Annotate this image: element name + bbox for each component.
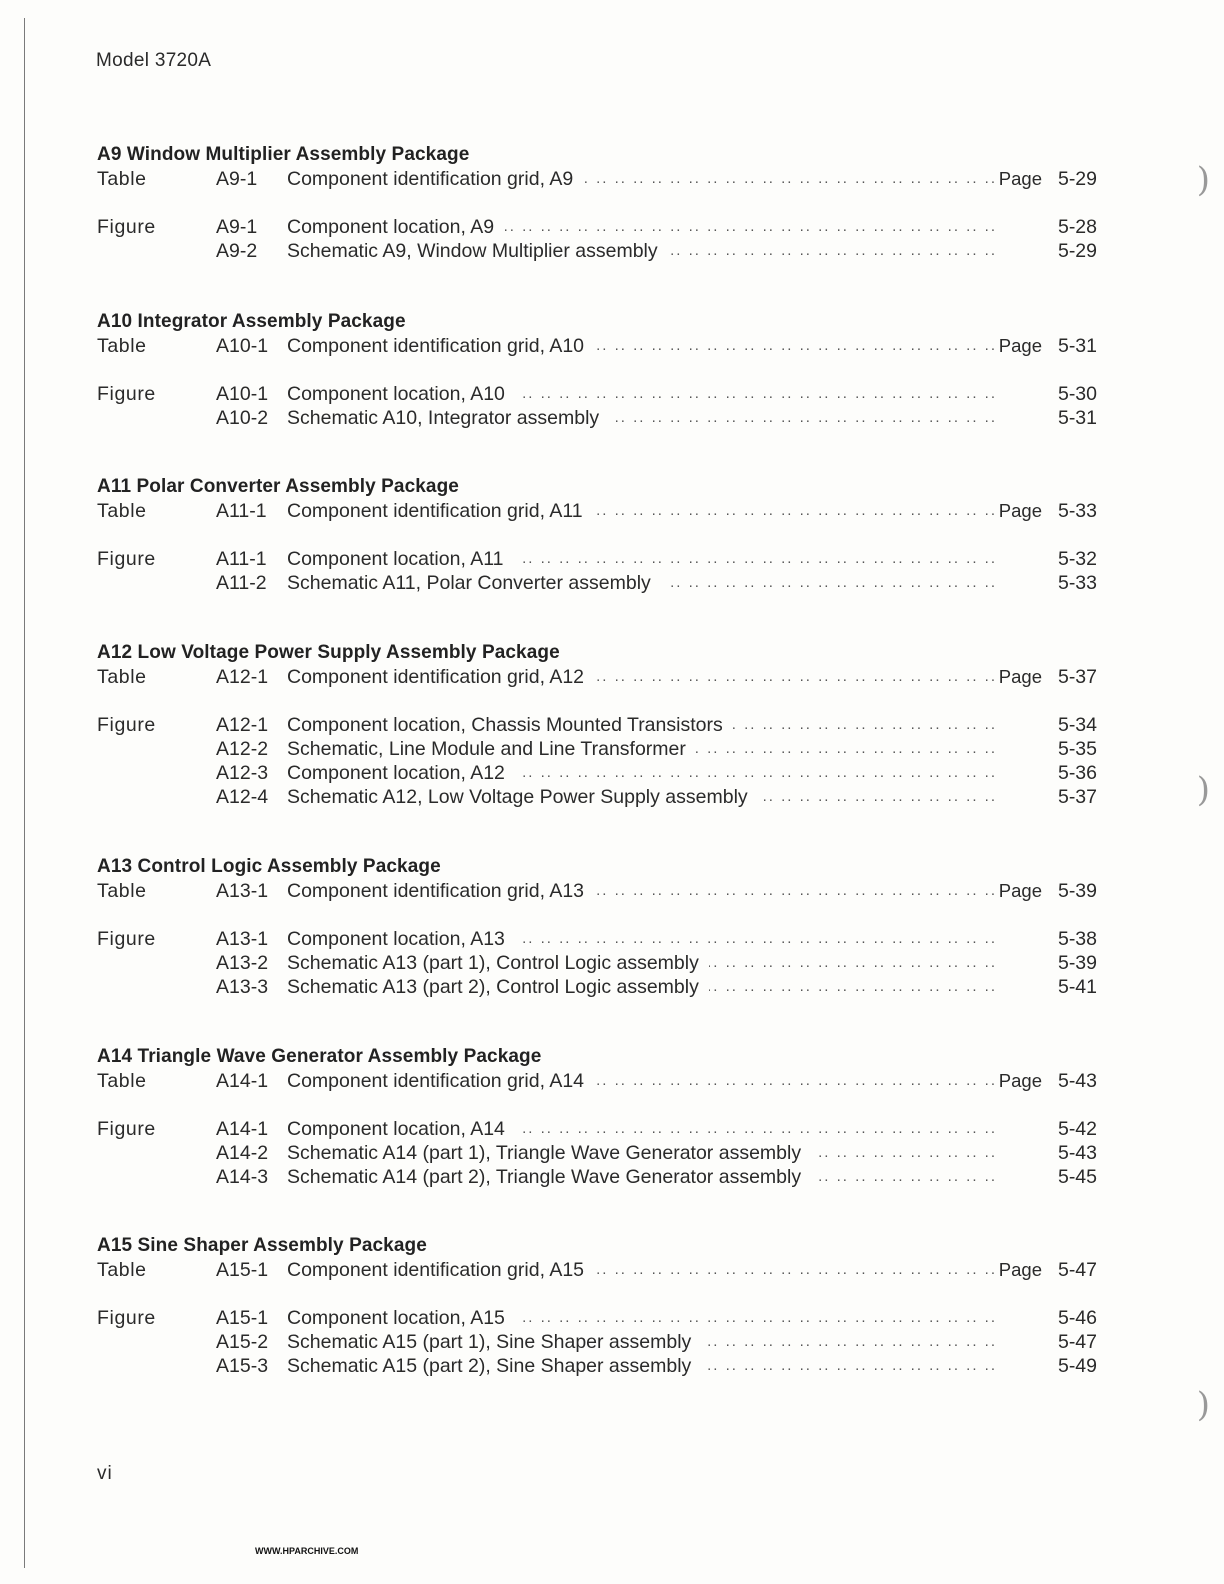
entry-number: A9-1: [216, 216, 258, 238]
entry-number: A15-3: [216, 1355, 269, 1377]
toc-entry: [97, 761, 1107, 785]
entry-number: A13-1: [216, 928, 269, 950]
entry-number: A13-3: [216, 976, 269, 998]
page-word: Page: [998, 666, 1042, 687]
section-title: A9 Window Multiplier Assembly Package: [97, 144, 470, 165]
document-header-model: Model 3720A: [96, 50, 212, 71]
entry-description: Schematic A11, Polar Converter assembly: [287, 571, 661, 595]
entry-description: Component location, A14: [287, 1117, 515, 1141]
entry-number: A10-1: [216, 383, 269, 405]
page-word: Page: [998, 500, 1042, 521]
page-word: Page: [998, 880, 1042, 901]
page-word: Page: [998, 335, 1042, 356]
entry-description: Component identification grid, A14: [287, 1069, 594, 1093]
entry-number: A12-4: [216, 786, 269, 808]
toc-section: [97, 143, 1107, 263]
entry-description: Schematic A10, Integrator assembly: [287, 406, 609, 430]
entry-kind: Figure: [97, 928, 156, 950]
toc-entry: [97, 406, 1107, 430]
page-reference: 5-29: [1057, 168, 1097, 190]
page-edge-rule: [24, 18, 25, 1568]
entry-description: Component location, A15: [287, 1306, 515, 1330]
toc-entry: [97, 1258, 1107, 1282]
binder-hole-mark: ): [1196, 160, 1210, 200]
entry-number: A13-1: [216, 880, 269, 902]
entry-description: Component identification grid, A12: [287, 665, 594, 689]
page-reference: 5-37: [1057, 666, 1097, 688]
entry-description: Component identification grid, A15: [287, 1258, 594, 1282]
entry-description: Schematic A9, Window Multiplier assembly: [287, 239, 668, 263]
toc-entry: [97, 215, 1107, 239]
entry-number: A14-3: [216, 1166, 269, 1188]
entry-number: A12-1: [216, 666, 269, 688]
toc-section: [97, 855, 1107, 999]
entry-description: Schematic A15 (part 2), Sine Shaper assembly: [287, 1354, 701, 1378]
page-reference: 5-39: [1057, 952, 1097, 974]
entry-kind: Figure: [97, 548, 156, 570]
entry-kind: Figure: [97, 383, 156, 405]
toc-entry: [97, 665, 1107, 689]
entry-number: A11-1: [216, 548, 267, 570]
entry-description: Component identification grid, A10: [287, 334, 594, 358]
entry-kind: Figure: [97, 714, 156, 736]
toc-entry: [97, 951, 1107, 975]
entry-number: A14-1: [216, 1118, 269, 1140]
entry-description: Component location, Chassis Mounted Transistors: [287, 713, 733, 737]
page-reference: 5-31: [1057, 407, 1097, 429]
entry-kind: Table: [97, 666, 147, 688]
page-reference: 5-36: [1057, 762, 1097, 784]
entry-kind: Figure: [97, 1307, 156, 1329]
entry-description: Schematic A14 (part 1), Triangle Wave Generator assembly: [287, 1141, 811, 1165]
toc-entry: [97, 785, 1107, 809]
page-reference: 5-29: [1057, 240, 1097, 262]
section-title: A12 Low Voltage Power Supply Assembly Package: [97, 642, 560, 663]
page-reference: 5-30: [1057, 383, 1097, 405]
page-reference: 5-33: [1057, 572, 1097, 594]
toc-entry: [97, 571, 1107, 595]
entry-number: A10-1: [216, 335, 269, 357]
toc-entry: [97, 547, 1107, 571]
toc-entry: [97, 879, 1107, 903]
entry-description: Schematic A13 (part 1), Control Logic assembly: [287, 951, 709, 975]
page-reference: 5-33: [1057, 500, 1097, 522]
entry-kind: Figure: [97, 216, 156, 238]
entry-number: A11-1: [216, 500, 267, 522]
toc-entry: [97, 737, 1107, 761]
page-reference: 5-37: [1057, 786, 1097, 808]
toc-entry: [97, 713, 1107, 737]
page-reference: 5-39: [1057, 880, 1097, 902]
page-word: Page: [998, 1070, 1042, 1091]
entry-description: Schematic A15 (part 1), Sine Shaper assembly: [287, 1330, 701, 1354]
entry-kind: Table: [97, 500, 147, 522]
entry-description: Schematic, Line Module and Line Transformer: [287, 737, 696, 761]
page-reference: 5-34: [1057, 714, 1097, 736]
toc-entry: [97, 1141, 1107, 1165]
entry-number: A9-2: [216, 240, 258, 262]
page-reference: 5-45: [1057, 1166, 1097, 1188]
toc-entry: [97, 1306, 1107, 1330]
archive-url: WWW.HPARCHIVE.COM: [255, 1546, 359, 1556]
toc-entry: [97, 1354, 1107, 1378]
page-reference: 5-47: [1057, 1331, 1097, 1353]
entry-number: A12-3: [216, 762, 269, 784]
entry-number: A15-1: [216, 1307, 269, 1329]
page-reference: 5-49: [1057, 1355, 1097, 1377]
section-title: A13 Control Logic Assembly Package: [97, 856, 441, 877]
binder-hole-mark: ): [1196, 770, 1210, 810]
toc-entry: [97, 239, 1107, 263]
toc-section: [97, 475, 1107, 595]
page-reference: 5-47: [1057, 1259, 1097, 1281]
toc-entry: [97, 382, 1107, 406]
entry-description: Component identification grid, A13: [287, 879, 594, 903]
section-title: A14 Triangle Wave Generator Assembly Package: [97, 1046, 542, 1067]
entry-number: A10-2: [216, 407, 269, 429]
toc-entry: [97, 334, 1107, 358]
toc-section: [97, 310, 1107, 430]
entry-description: Component location, A12: [287, 761, 515, 785]
page-reference: 5-41: [1057, 976, 1097, 998]
page-number: vi: [97, 1463, 113, 1484]
toc-entry: [97, 1330, 1107, 1354]
entry-number: A11-2: [216, 572, 267, 594]
entry-kind: Table: [97, 1070, 147, 1092]
page-reference: 5-28: [1057, 216, 1097, 238]
page-reference: 5-32: [1057, 548, 1097, 570]
toc-section: [97, 641, 1107, 809]
entry-number: A12-1: [216, 714, 269, 736]
entry-description: Schematic A12, Low Voltage Power Supply assembly: [287, 785, 758, 809]
entry-number: A13-2: [216, 952, 269, 974]
page-word: Page: [998, 168, 1042, 189]
entry-number: A15-2: [216, 1331, 269, 1353]
toc-section: [97, 1234, 1107, 1378]
entry-kind: Figure: [97, 1118, 156, 1140]
entry-description: Component location, A9: [287, 215, 504, 239]
entry-number: A12-2: [216, 738, 269, 760]
page-reference: 5-46: [1057, 1307, 1097, 1329]
binder-hole-mark: ): [1196, 1385, 1210, 1425]
entry-description: Schematic A13 (part 2), Control Logic assembly: [287, 975, 709, 999]
entry-description: Component location, A13: [287, 927, 515, 951]
entry-kind: Table: [97, 880, 147, 902]
entry-description: Component location, A11: [287, 547, 513, 571]
entry-number: A14-2: [216, 1142, 269, 1164]
toc-entry: [97, 927, 1107, 951]
page-reference: 5-43: [1057, 1070, 1097, 1092]
toc-entry: [97, 1165, 1107, 1189]
entry-description: Component identification grid, A9: [287, 167, 583, 191]
page-reference: 5-43: [1057, 1142, 1097, 1164]
toc-entry: [97, 1069, 1107, 1093]
section-title: A15 Sine Shaper Assembly Package: [97, 1235, 427, 1256]
entry-description: Component location, A10: [287, 382, 515, 406]
toc-entry: [97, 499, 1107, 523]
entry-description: Component identification grid, A11: [287, 499, 593, 523]
entry-description: Schematic A14 (part 2), Triangle Wave Generator assembly: [287, 1165, 811, 1189]
section-title: A10 Integrator Assembly Package: [97, 311, 406, 332]
page-reference: 5-42: [1057, 1118, 1097, 1140]
page-reference: 5-38: [1057, 928, 1097, 950]
page-word: Page: [998, 1259, 1042, 1280]
toc-entry: [97, 1117, 1107, 1141]
entry-kind: Table: [97, 335, 147, 357]
entry-number: A14-1: [216, 1070, 269, 1092]
entry-number: A9-1: [216, 168, 258, 190]
entry-kind: Table: [97, 168, 147, 190]
toc-entry: [97, 167, 1107, 191]
page-reference: 5-31: [1057, 335, 1097, 357]
entry-kind: Table: [97, 1259, 147, 1281]
toc-entry: [97, 975, 1107, 999]
entry-number: A15-1: [216, 1259, 269, 1281]
section-title: A11 Polar Converter Assembly Package: [97, 476, 459, 497]
toc-section: [97, 1045, 1107, 1189]
page-reference: 5-35: [1057, 738, 1097, 760]
